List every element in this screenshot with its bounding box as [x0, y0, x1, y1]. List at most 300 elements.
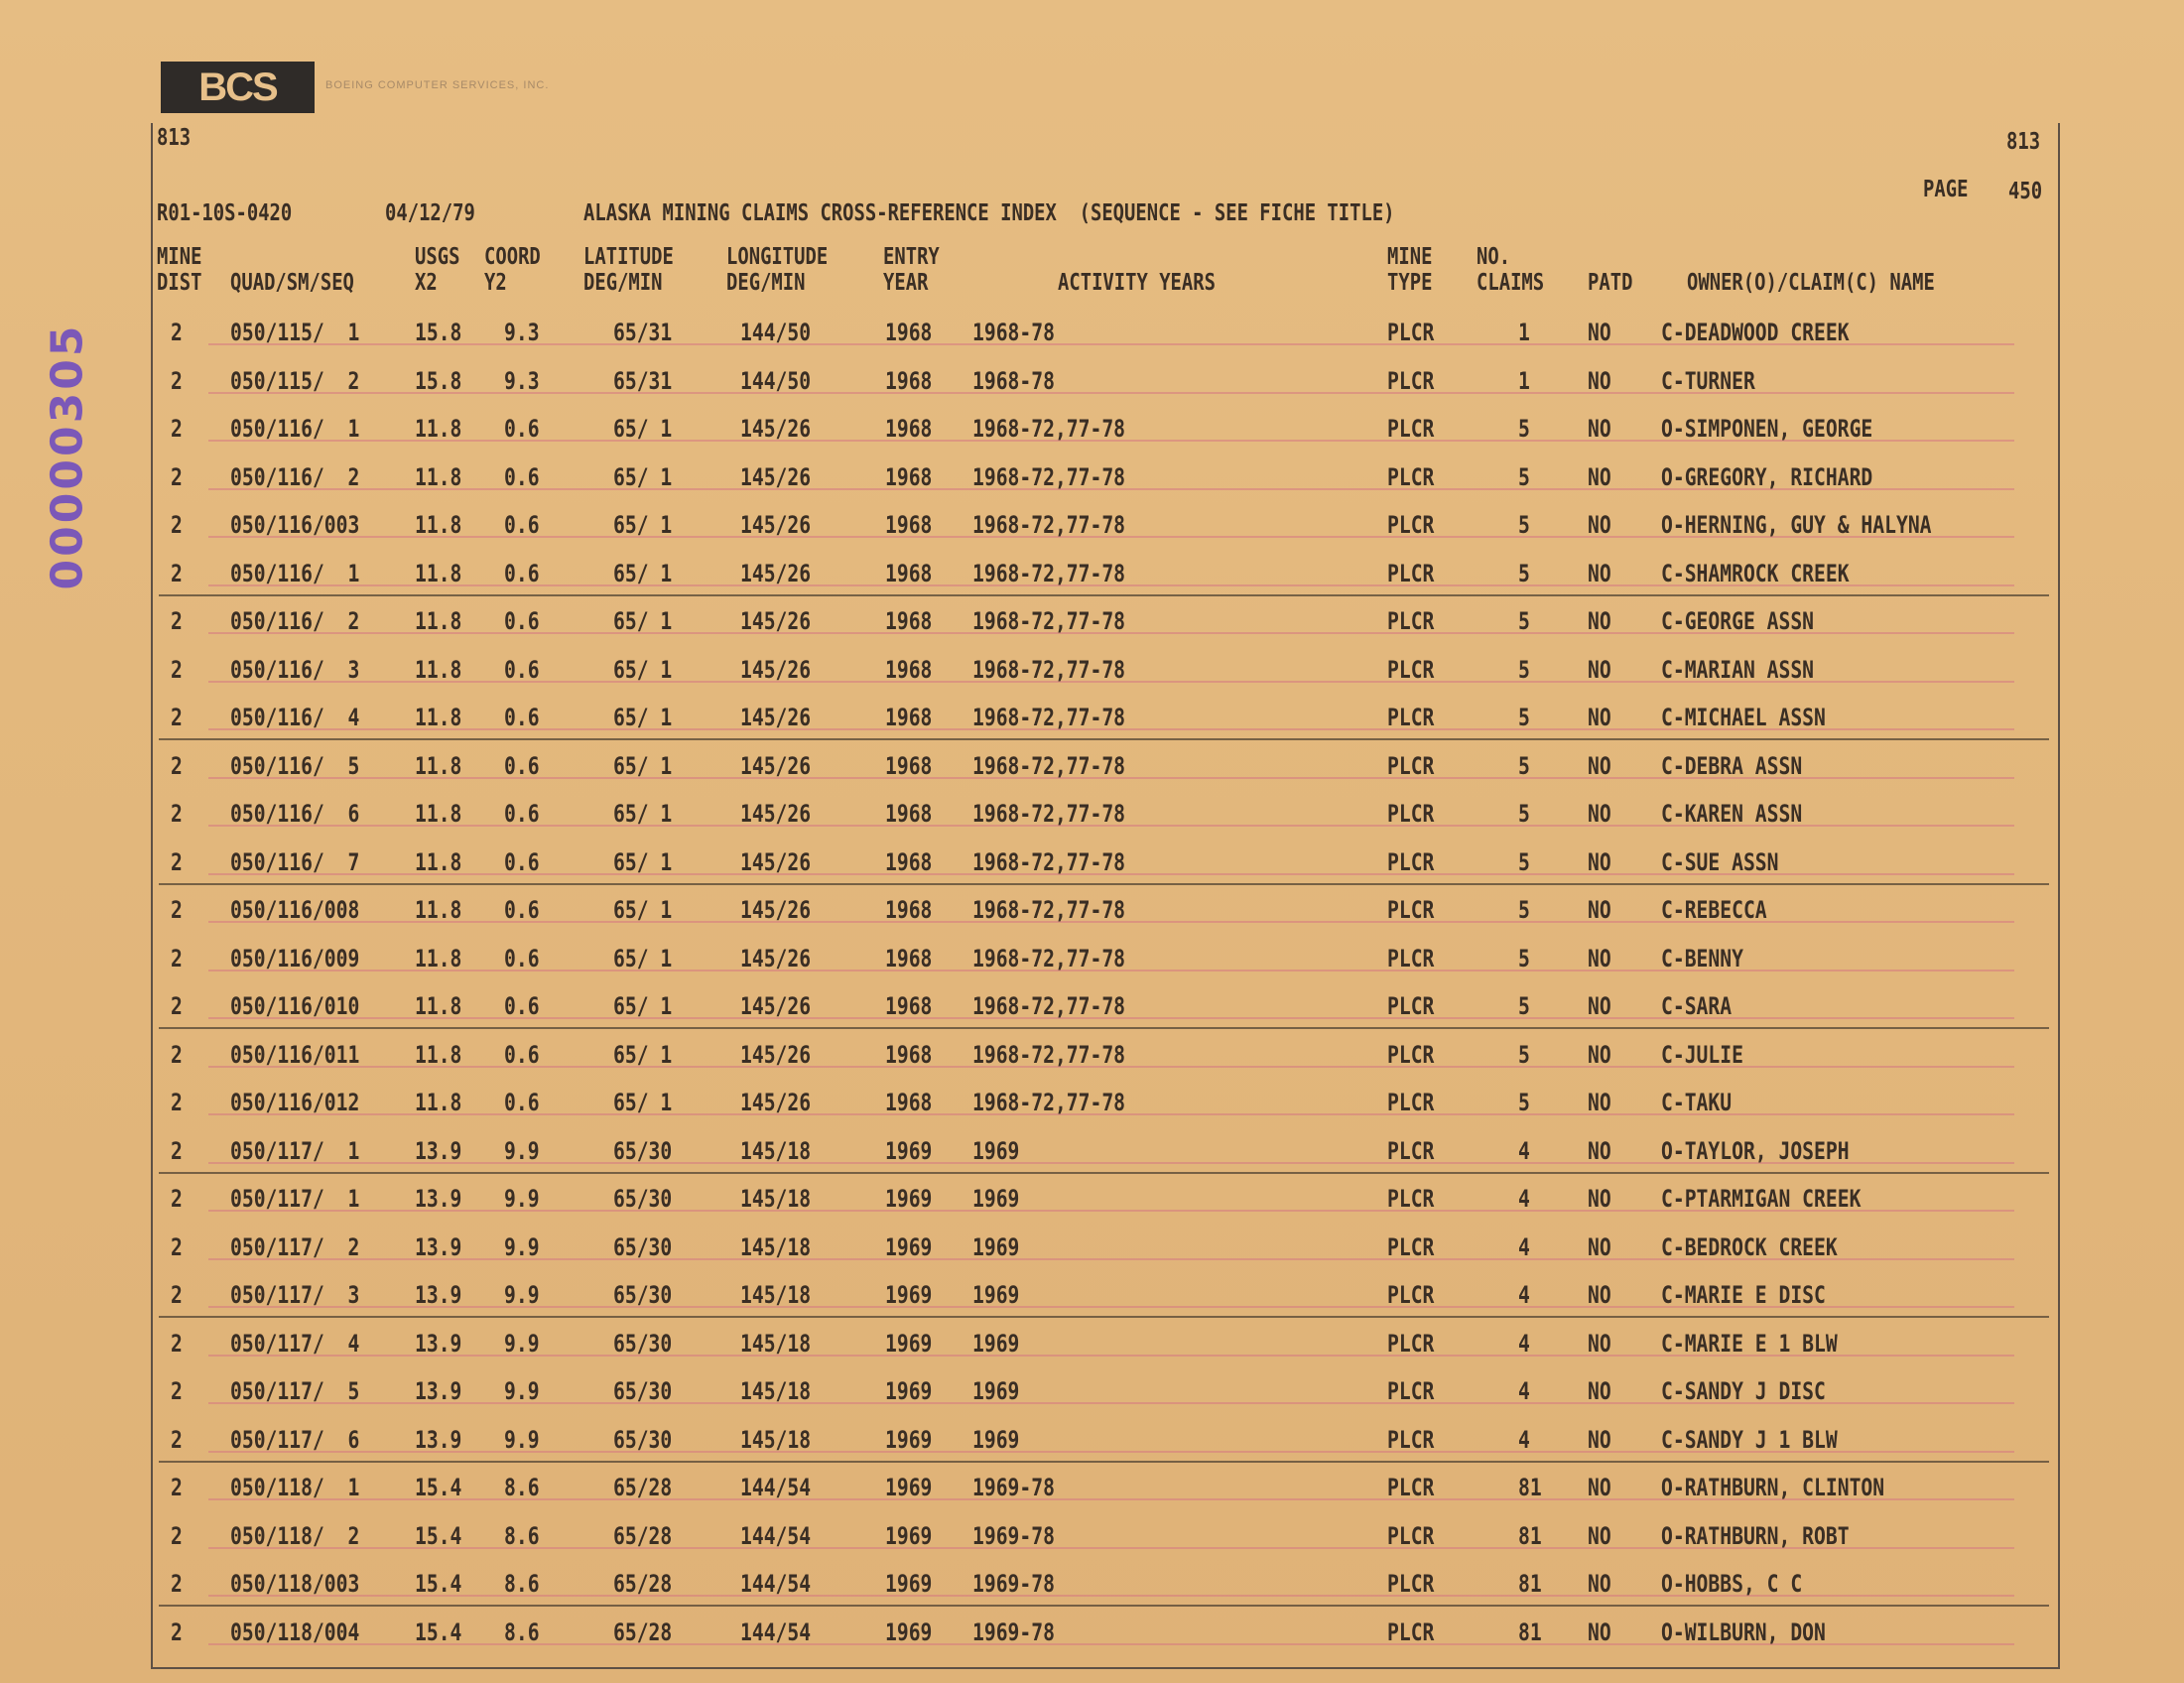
stamp-text: 00000305 [42, 323, 93, 590]
cell-lon: 145/26 [740, 704, 812, 731]
cell-type: PLCR [1387, 559, 1435, 587]
cell-patd: NO [1588, 1040, 1611, 1069]
cell-type: PLCR [1387, 1136, 1435, 1165]
cell-lon: 145/26 [740, 847, 812, 876]
table-row [0, 942, 2184, 989]
row-rule [159, 738, 2049, 740]
table-row [0, 364, 2184, 412]
cell-entry: 1969 [885, 1474, 933, 1501]
cell-lon: 145/26 [740, 751, 812, 780]
cell-lon: 145/18 [740, 1377, 812, 1405]
table-row [0, 1423, 2184, 1471]
cell-quad: 050/116/ 2 [230, 607, 360, 635]
cell-y2: 0.6 [504, 511, 540, 539]
cell-lat: 65/30 [613, 1136, 673, 1165]
cell-quad: 050/117/ 2 [230, 1232, 360, 1261]
cell-name: O-RATHBURN, ROBT [1661, 1521, 1850, 1550]
table-row [0, 701, 2184, 748]
table-row [0, 1230, 2184, 1278]
cell-x2: 11.8 [415, 559, 462, 587]
cell-lon: 145/18 [740, 1281, 812, 1309]
cell-patd: NO [1588, 1377, 1611, 1405]
code-right: 813 [2006, 129, 2041, 155]
cell-entry: 1969 [885, 1521, 933, 1550]
cell-quad: 050/117/ 3 [230, 1281, 360, 1309]
cell-type: PLCR [1387, 1281, 1435, 1309]
table-row [0, 989, 2184, 1037]
cell-activity: 1968-72,77-78 [972, 607, 1126, 635]
cell-quad: 050/116/ 7 [230, 847, 360, 876]
table-row [0, 508, 2184, 556]
table-row [0, 1134, 2184, 1182]
cell-quad: 050/116/010 [230, 992, 360, 1020]
cell-claims: 5 [1518, 511, 1530, 539]
cell-dist: 2 [171, 847, 183, 876]
cell-dist: 2 [171, 559, 183, 587]
cell-claims: 5 [1518, 992, 1530, 1020]
cell-quad: 050/115/ 1 [230, 319, 360, 346]
cell-quad: 050/115/ 2 [230, 366, 360, 395]
cell-claims: 1 [1518, 319, 1530, 346]
cell-claims: 5 [1518, 607, 1530, 635]
cell-type: PLCR [1387, 1329, 1435, 1358]
cell-name: C-MICHAEL ASSN [1661, 704, 1826, 731]
cell-quad: 050/117/ 1 [230, 1136, 360, 1165]
cell-claims: 5 [1518, 896, 1530, 924]
cell-lon: 145/18 [740, 1329, 812, 1358]
cell-activity: 1968-72,77-78 [972, 511, 1126, 539]
cell-x2: 13.9 [415, 1281, 462, 1309]
cell-lat: 65/31 [613, 366, 673, 395]
cell-dist: 2 [171, 1281, 183, 1309]
table-row [0, 1182, 2184, 1230]
cell-y2: 9.9 [504, 1232, 540, 1261]
cell-patd: NO [1588, 896, 1611, 924]
cell-type: PLCR [1387, 1425, 1435, 1454]
cell-x2: 15.8 [415, 319, 462, 346]
cell-name: C-PTARMIGAN CREEK [1661, 1185, 1862, 1213]
cell-name: C-SUE ASSN [1661, 847, 1779, 876]
cell-lon: 145/26 [740, 944, 812, 972]
cell-claims: 4 [1518, 1232, 1530, 1261]
cell-patd: NO [1588, 1089, 1611, 1116]
cell-lon: 144/50 [740, 319, 812, 346]
cell-entry: 1968 [885, 655, 933, 684]
cell-y2: 0.6 [504, 704, 540, 731]
table-row [0, 797, 2184, 844]
table-row [0, 604, 2184, 652]
cell-y2: 0.6 [504, 751, 540, 780]
cell-patd: NO [1588, 1185, 1611, 1213]
cell-type: PLCR [1387, 1185, 1435, 1213]
cell-lon: 145/26 [740, 511, 812, 539]
cell-dist: 2 [171, 704, 183, 731]
cell-entry: 1968 [885, 559, 933, 587]
column-header-line2: X2 [415, 270, 438, 296]
cell-lat: 65/ 1 [613, 511, 673, 539]
cell-entry: 1968 [885, 847, 933, 876]
table-row [0, 749, 2184, 797]
cell-y2: 8.6 [504, 1570, 540, 1598]
column-header-line2: YEAR [883, 270, 929, 296]
cell-claims: 4 [1518, 1329, 1530, 1358]
cell-lon: 145/26 [740, 415, 812, 443]
cell-claims: 5 [1518, 1040, 1530, 1069]
cell-x2: 15.8 [415, 366, 462, 395]
cell-claims: 5 [1518, 415, 1530, 443]
cell-dist: 2 [171, 462, 183, 491]
cell-lat: 65/ 1 [613, 800, 673, 828]
cell-name: C-TURNER [1661, 366, 1755, 395]
cell-lon: 145/26 [740, 559, 812, 587]
column-header-line1: COORD [484, 244, 541, 270]
cell-lat: 65/28 [613, 1521, 673, 1550]
cell-x2: 13.9 [415, 1377, 462, 1405]
cell-lat: 65/31 [613, 319, 673, 346]
cell-patd: NO [1588, 800, 1611, 828]
row-rule [159, 1316, 2049, 1318]
table-row [0, 1616, 2184, 1663]
cell-x2: 11.8 [415, 944, 462, 972]
cell-entry: 1968 [885, 1040, 933, 1069]
cell-patd: NO [1588, 366, 1611, 395]
cell-quad: 050/116/ 6 [230, 800, 360, 828]
cell-lat: 65/30 [613, 1232, 673, 1261]
cell-dist: 2 [171, 751, 183, 780]
cell-type: PLCR [1387, 800, 1435, 828]
cell-lon: 144/54 [740, 1474, 812, 1501]
code-left: 813 [157, 125, 192, 151]
cell-dist: 2 [171, 1618, 183, 1646]
page-label: PAGE [1923, 177, 1969, 202]
cell-y2: 0.6 [504, 847, 540, 876]
cell-activity: 1969-78 [972, 1618, 1055, 1646]
cell-lat: 65/28 [613, 1618, 673, 1646]
cell-quad: 050/117/ 6 [230, 1425, 360, 1454]
cell-name: C-GEORGE ASSN [1661, 607, 1815, 635]
cell-y2: 0.6 [504, 1089, 540, 1116]
cell-lat: 65/30 [613, 1377, 673, 1405]
table-row [0, 1086, 2184, 1133]
cell-dist: 2 [171, 1329, 183, 1358]
cell-lon: 145/26 [740, 655, 812, 684]
cell-type: PLCR [1387, 655, 1435, 684]
cell-type: PLCR [1387, 1618, 1435, 1646]
cell-lon: 144/54 [740, 1521, 812, 1550]
cell-patd: NO [1588, 944, 1611, 972]
cell-x2: 11.8 [415, 704, 462, 731]
cell-x2: 11.8 [415, 847, 462, 876]
cell-y2: 0.6 [504, 896, 540, 924]
cell-type: PLCR [1387, 1232, 1435, 1261]
cell-lon: 145/18 [740, 1136, 812, 1165]
cell-y2: 9.9 [504, 1136, 540, 1165]
cell-activity: 1969 [972, 1281, 1020, 1309]
cell-x2: 13.9 [415, 1185, 462, 1213]
cell-type: PLCR [1387, 1377, 1435, 1405]
cell-lon: 145/18 [740, 1185, 812, 1213]
report-id: R01-10S-0420 [157, 200, 293, 226]
cell-type: PLCR [1387, 511, 1435, 539]
cell-type: PLCR [1387, 1570, 1435, 1598]
cell-x2: 11.8 [415, 800, 462, 828]
cell-activity: 1968-72,77-78 [972, 1040, 1126, 1069]
column-header-line2: DEG/MIN [726, 270, 806, 296]
cell-x2: 13.9 [415, 1232, 462, 1261]
cell-entry: 1968 [885, 751, 933, 780]
cell-activity: 1968-72,77-78 [972, 559, 1126, 587]
cell-dist: 2 [171, 1040, 183, 1069]
cell-lon: 145/26 [740, 992, 812, 1020]
cell-x2: 11.8 [415, 415, 462, 443]
cell-dist: 2 [171, 1474, 183, 1501]
cell-lat: 65/30 [613, 1329, 673, 1358]
cell-patd: NO [1588, 462, 1611, 491]
cell-dist: 2 [171, 655, 183, 684]
cell-x2: 11.8 [415, 511, 462, 539]
cell-lat: 65/30 [613, 1185, 673, 1213]
column-header-line2: QUAD/SM/SEQ [230, 270, 354, 296]
cell-patd: NO [1588, 511, 1611, 539]
column-header-line2: ACTIVITY YEARS [1058, 270, 1216, 296]
column-header-line2: TYPE [1387, 270, 1433, 296]
cell-type: PLCR [1387, 847, 1435, 876]
cell-patd: NO [1588, 704, 1611, 731]
cell-y2: 0.6 [504, 1040, 540, 1069]
cell-lon: 144/54 [740, 1618, 812, 1646]
table-row [0, 1374, 2184, 1422]
cell-dist: 2 [171, 896, 183, 924]
cell-entry: 1969 [885, 1185, 933, 1213]
cell-activity: 1969 [972, 1232, 1020, 1261]
cell-entry: 1969 [885, 1570, 933, 1598]
cell-x2: 15.4 [415, 1474, 462, 1501]
cell-x2: 13.9 [415, 1425, 462, 1454]
cell-type: PLCR [1387, 1521, 1435, 1550]
cell-x2: 11.8 [415, 896, 462, 924]
cell-lon: 145/26 [740, 462, 812, 491]
cell-activity: 1968-72,77-78 [972, 655, 1126, 684]
cell-entry: 1968 [885, 1089, 933, 1116]
cell-activity: 1969 [972, 1185, 1020, 1213]
cell-claims: 5 [1518, 559, 1530, 587]
cell-lat: 65/ 1 [613, 896, 673, 924]
cell-entry: 1969 [885, 1618, 933, 1646]
cell-lon: 145/18 [740, 1232, 812, 1261]
table-row [0, 1519, 2184, 1567]
cell-x2: 15.4 [415, 1570, 462, 1598]
cell-lat: 65/28 [613, 1570, 673, 1598]
row-rule [159, 1027, 2049, 1029]
table-row [0, 557, 2184, 604]
cell-entry: 1968 [885, 366, 933, 395]
cell-claims: 1 [1518, 366, 1530, 395]
cell-y2: 0.6 [504, 415, 540, 443]
cell-x2: 11.8 [415, 1040, 462, 1069]
cell-claims: 4 [1518, 1185, 1530, 1213]
cell-patd: NO [1588, 655, 1611, 684]
column-header-line2: DEG/MIN [583, 270, 663, 296]
cell-activity: 1968-72,77-78 [972, 462, 1126, 491]
cell-dist: 2 [171, 1136, 183, 1165]
cell-name: C-REBECCA [1661, 896, 1767, 924]
cell-lat: 65/30 [613, 1425, 673, 1454]
cell-name: C-BEDROCK CREEK [1661, 1232, 1838, 1261]
cell-patd: NO [1588, 1136, 1611, 1165]
cell-type: PLCR [1387, 992, 1435, 1020]
cell-name: C-JULIE [1661, 1040, 1743, 1069]
table-row [0, 1278, 2184, 1326]
row-rule [159, 883, 2049, 885]
column-header-line1: MINE [157, 244, 202, 270]
cell-y2: 0.6 [504, 944, 540, 972]
cell-quad: 050/116/ 1 [230, 559, 360, 587]
cell-name: C-SANDY J DISC [1661, 1377, 1826, 1405]
cell-dist: 2 [171, 511, 183, 539]
cell-lat: 65/ 1 [613, 944, 673, 972]
cell-quad: 050/116/ 4 [230, 704, 360, 731]
cell-y2: 0.6 [504, 800, 540, 828]
cell-activity: 1968-72,77-78 [972, 415, 1126, 443]
cell-quad: 050/116/ 2 [230, 462, 360, 491]
cell-claims: 5 [1518, 655, 1530, 684]
cell-lat: 65/ 1 [613, 1040, 673, 1069]
cell-y2: 9.9 [504, 1281, 540, 1309]
cell-lat: 65/ 1 [613, 704, 673, 731]
column-header-line2: DIST [157, 270, 202, 296]
cell-name: O-RATHBURN, CLINTON [1661, 1474, 1885, 1501]
cell-claims: 5 [1518, 704, 1530, 731]
cell-activity: 1968-78 [972, 366, 1055, 395]
cell-x2: 13.9 [415, 1136, 462, 1165]
cell-lat: 65/ 1 [613, 655, 673, 684]
cell-name: O-WILBURN, DON [1661, 1618, 1826, 1646]
cell-quad: 050/116/012 [230, 1089, 360, 1116]
cell-y2: 9.9 [504, 1425, 540, 1454]
cell-activity: 1969 [972, 1377, 1020, 1405]
cell-patd: NO [1588, 1618, 1611, 1646]
cell-type: PLCR [1387, 607, 1435, 635]
cell-name: O-SIMPONEN, GEORGE [1661, 415, 1873, 443]
cell-y2: 0.6 [504, 607, 540, 635]
cell-type: PLCR [1387, 751, 1435, 780]
cell-y2: 0.6 [504, 655, 540, 684]
cell-x2: 11.8 [415, 992, 462, 1020]
cell-x2: 15.4 [415, 1521, 462, 1550]
cell-type: PLCR [1387, 1474, 1435, 1501]
cell-entry: 1968 [885, 896, 933, 924]
table-row [0, 893, 2184, 941]
column-header-line1: MINE [1387, 244, 1433, 270]
cell-quad: 050/116/ 5 [230, 751, 360, 780]
cell-activity: 1968-72,77-78 [972, 751, 1126, 780]
table-row [0, 1567, 2184, 1615]
cell-x2: 11.8 [415, 1089, 462, 1116]
cell-entry: 1968 [885, 415, 933, 443]
cell-claims: 4 [1518, 1377, 1530, 1405]
table-row [0, 653, 2184, 701]
cell-entry: 1969 [885, 1136, 933, 1165]
cell-quad: 050/116/003 [230, 511, 360, 539]
cell-entry: 1969 [885, 1329, 933, 1358]
cell-lat: 65/ 1 [613, 751, 673, 780]
column-header-line1: LONGITUDE [726, 244, 829, 270]
cell-lon: 145/26 [740, 896, 812, 924]
cell-quad: 050/118/ 1 [230, 1474, 360, 1501]
cell-y2: 8.6 [504, 1474, 540, 1501]
cell-dist: 2 [171, 1377, 183, 1405]
cell-entry: 1968 [885, 800, 933, 828]
column-header-line2: Y2 [484, 270, 507, 296]
cell-dist: 2 [171, 1232, 183, 1261]
cell-name: O-HOBBS, C C [1661, 1570, 1803, 1598]
cell-activity: 1969 [972, 1136, 1020, 1165]
cell-y2: 0.6 [504, 559, 540, 587]
cell-claims: 81 [1518, 1570, 1542, 1598]
cell-dist: 2 [171, 319, 183, 346]
logo-subtitle: BOEING COMPUTER SERVICES, INC. [325, 79, 550, 91]
table-row [0, 845, 2184, 893]
cell-name: C-DEADWOOD CREEK [1661, 319, 1850, 346]
table-row [0, 412, 2184, 459]
cell-patd: NO [1588, 1474, 1611, 1501]
cell-activity: 1968-72,77-78 [972, 896, 1126, 924]
cell-claims: 4 [1518, 1281, 1530, 1309]
cell-type: PLCR [1387, 896, 1435, 924]
cell-claims: 5 [1518, 800, 1530, 828]
cell-quad: 050/118/ 2 [230, 1521, 360, 1550]
cell-patd: NO [1588, 319, 1611, 346]
cell-quad: 050/118/004 [230, 1618, 360, 1646]
cell-name: C-SANDY J 1 BLW [1661, 1425, 1838, 1454]
cell-dist: 2 [171, 1185, 183, 1213]
cell-y2: 9.3 [504, 366, 540, 395]
cell-name: C-BENNY [1661, 944, 1743, 972]
cell-entry: 1968 [885, 704, 933, 731]
cell-activity: 1968-72,77-78 [972, 944, 1126, 972]
cell-lon: 144/50 [740, 366, 812, 395]
cell-lat: 65/ 1 [613, 415, 673, 443]
cell-type: PLCR [1387, 319, 1435, 346]
report-date: 04/12/79 [385, 200, 475, 226]
cell-claims: 5 [1518, 944, 1530, 972]
cell-patd: NO [1588, 1521, 1611, 1550]
cell-name: C-MARIAN ASSN [1661, 655, 1815, 684]
cell-activity: 1968-78 [972, 319, 1055, 346]
cell-type: PLCR [1387, 704, 1435, 731]
cell-name: C-MARIE E 1 BLW [1661, 1329, 1838, 1358]
cell-activity: 1968-72,77-78 [972, 704, 1126, 731]
cell-x2: 11.8 [415, 751, 462, 780]
cell-quad: 050/118/003 [230, 1570, 360, 1598]
cell-claims: 81 [1518, 1474, 1542, 1501]
cell-patd: NO [1588, 1329, 1611, 1358]
cell-lat: 65/ 1 [613, 847, 673, 876]
cell-patd: NO [1588, 1425, 1611, 1454]
cell-y2: 0.6 [504, 462, 540, 491]
cell-type: PLCR [1387, 366, 1435, 395]
cell-entry: 1968 [885, 511, 933, 539]
cell-claims: 5 [1518, 847, 1530, 876]
cell-claims: 5 [1518, 1089, 1530, 1116]
cell-dist: 2 [171, 800, 183, 828]
column-header-line2: PATD [1588, 270, 1633, 296]
page-number: 450 [2008, 179, 2043, 204]
cell-entry: 1968 [885, 992, 933, 1020]
cell-x2: 11.8 [415, 607, 462, 635]
cell-quad: 050/116/009 [230, 944, 360, 972]
cell-lon: 144/54 [740, 1570, 812, 1598]
